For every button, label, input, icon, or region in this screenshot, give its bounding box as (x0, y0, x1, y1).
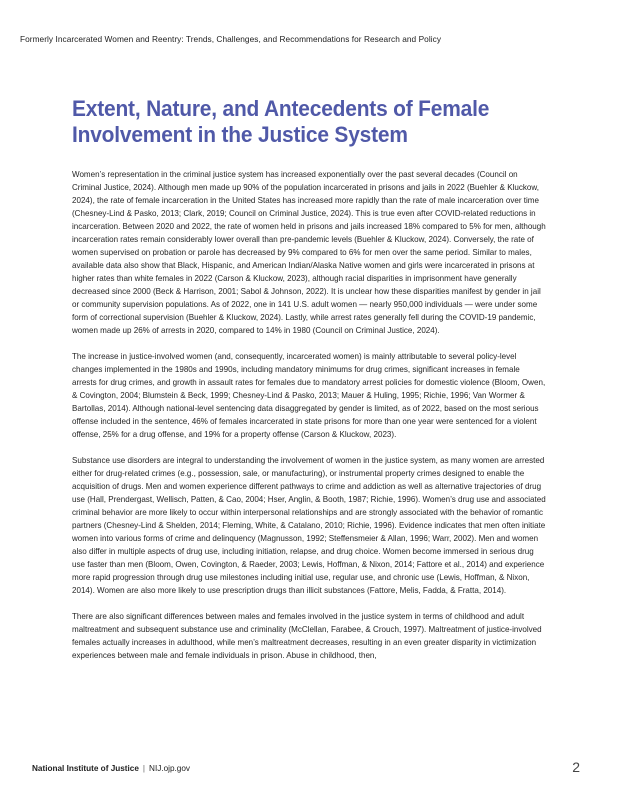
paragraph: The increase in justice-involved women (and, consequently, incarcerated women) is mainly attributable to several policy-level changes implemented in the 1980s and 1990s, including mandatory minimums for drug crimes, significant increases in female arrests for drug crimes, and growth in assault rates for females due to mandatory arrest policies for domestic violence (Bloom, Owen, & Covington, 2004; Blumstein & Beck, 1999; Chesney-Lind & Pasko, 2013; Mauer & Huling, 1995; Richie, 1996; Van Wormer & Bartollas, 2014). Although national-level sentencing data disaggregated by gender is limited, as of 2022, based on the most serious offense included in the sentence, 46% of females incarcerated in state prisons for more than one year were sentenced for a violent offense, 25% for a drug offense, and 19% for a property offense (Carson & Kluckow, 2023). (72, 352, 546, 439)
section-title-line-1: Extent, Nature, and Antecedents of Female (72, 96, 490, 121)
section-title (72, 96, 509, 148)
footer-separator: | (142, 764, 146, 773)
page-number: 2 (572, 759, 580, 775)
section-title-line-2: Involvement in the Justice System (72, 122, 408, 147)
paragraph: Women’s representation in the criminal justice system has increased exponentially over the past several decades (Council on Criminal Justice, 2024). Although men made up 90% of the population incarcerated in prisons and jails in 2022 (Buehler & Kluckow, 2024), the rate of female incarceration in the United States has increased more rapidly than the rate of male incarceration over time (Chesney-Lind & Pasko, 2013; Clark, 2019; Council on Criminal Justice, 2024). This is true even after COVID-related reductions in incarceration. Between 2020 and 2022, the rate of women held in prisons and jails increased 18% compared to 5% for men, although incarceration rates remain considerably lower overall than pre-pandemic levels (Buehler & Kluckow, 2024). Conversely, the rate of women supervised on probation or parole has decreased by 9% compared to 6% for men over the same period. Similar to males, available data also show that Black, Hispanic, and American Indian/Alaska Native women and girls were incarcerated in prisons at higher rates than white females in 2022 (Carson & Kluckow, 2023), although racial disparities in imprisonment have generally decreased since 2000 (Beck & Harrison, 2001; Sabol & Johnson, 2022). It is unclear how these disparities manifest by gender in jail or community supervision populations. As of 2022, one in 141 U.S. adult women — nearly 950,000 individuals — were under some form of correctional supervision (Buehler & Kluckow, 2024). Lastly, while arrest rates generally fell during the COVID-19 pandemic, women made up 26% of arrests in 2020, compared to 14% in 1980 (Council on Criminal Justice, 2024). (72, 170, 546, 335)
running-header: Formerly Incarcerated Women and Reentry: Trends, Challenges, and Recommendations for Research and Policy (20, 34, 442, 44)
footer (32, 764, 190, 773)
paragraph: Substance use disorders are integral to understanding the involvement of women in the justice system, as many women are arrested either for drug-related crimes (e.g., possession, sale, or manufacturing), or instrumental property crimes designed to enable the acquisition of drugs. Men and women experience different pathways to crime and addiction as well as alternative trajectories of drug use (Hall, Prendergast, Wellisch, Patten, & Cao, 2004; Hser, Anglin, & Booth, 1987; Richie, 1996). Women’s drug use and associated criminal behavior are more likely to occur within interpersonal relationships and are strongly associated with the behavior of romantic partners (Chesney-Lind & Shelden, 2014; Fleming, White, & Catalano, 2010; Richie, 1996). Evidence indicates that men often initiate women into various forms of crime and delinquency (Magnusson, 1992; Steffensmeier & Allan, 1996; Warr, 2002). Men and women also differ in multiple aspects of drug use, including initiation, relapse, and drug choice. Women become immersed in serious drug use faster than men (Bloom, Owen, Covington, & Raeder, 2003; Lewis, Hoffman, & Nixon, 2014; Fattore et al., 2014) and experience more rapid progression through drug use milestones including initial use, regular use, and chronic use (Lewis, Hoffman, & Nixon, 2014). Women are also more likely to use prescription drugs than illicit substances (Fattore, Melis, Fadda, & Fratta, 2014). (72, 456, 546, 595)
footer-url-link[interactable]: NIJ.ojp.gov (149, 764, 191, 773)
body-text (72, 168, 546, 675)
footer-org-name: National Institute of Justice (32, 764, 139, 773)
paragraph: There are also significant differences between males and females involved in the justice system in terms of childhood and adult maltreatment and subsequent substance use and criminality (McClellan, Farabee, & Crouch, 1997). Maltreatment of justice-involved females actually increases in adulthood, while men’s maltreatment decreases, resulting in an even greater disparity in victimization experiences between male and female individuals in prison. Abuse in childhood, then, (72, 612, 542, 660)
